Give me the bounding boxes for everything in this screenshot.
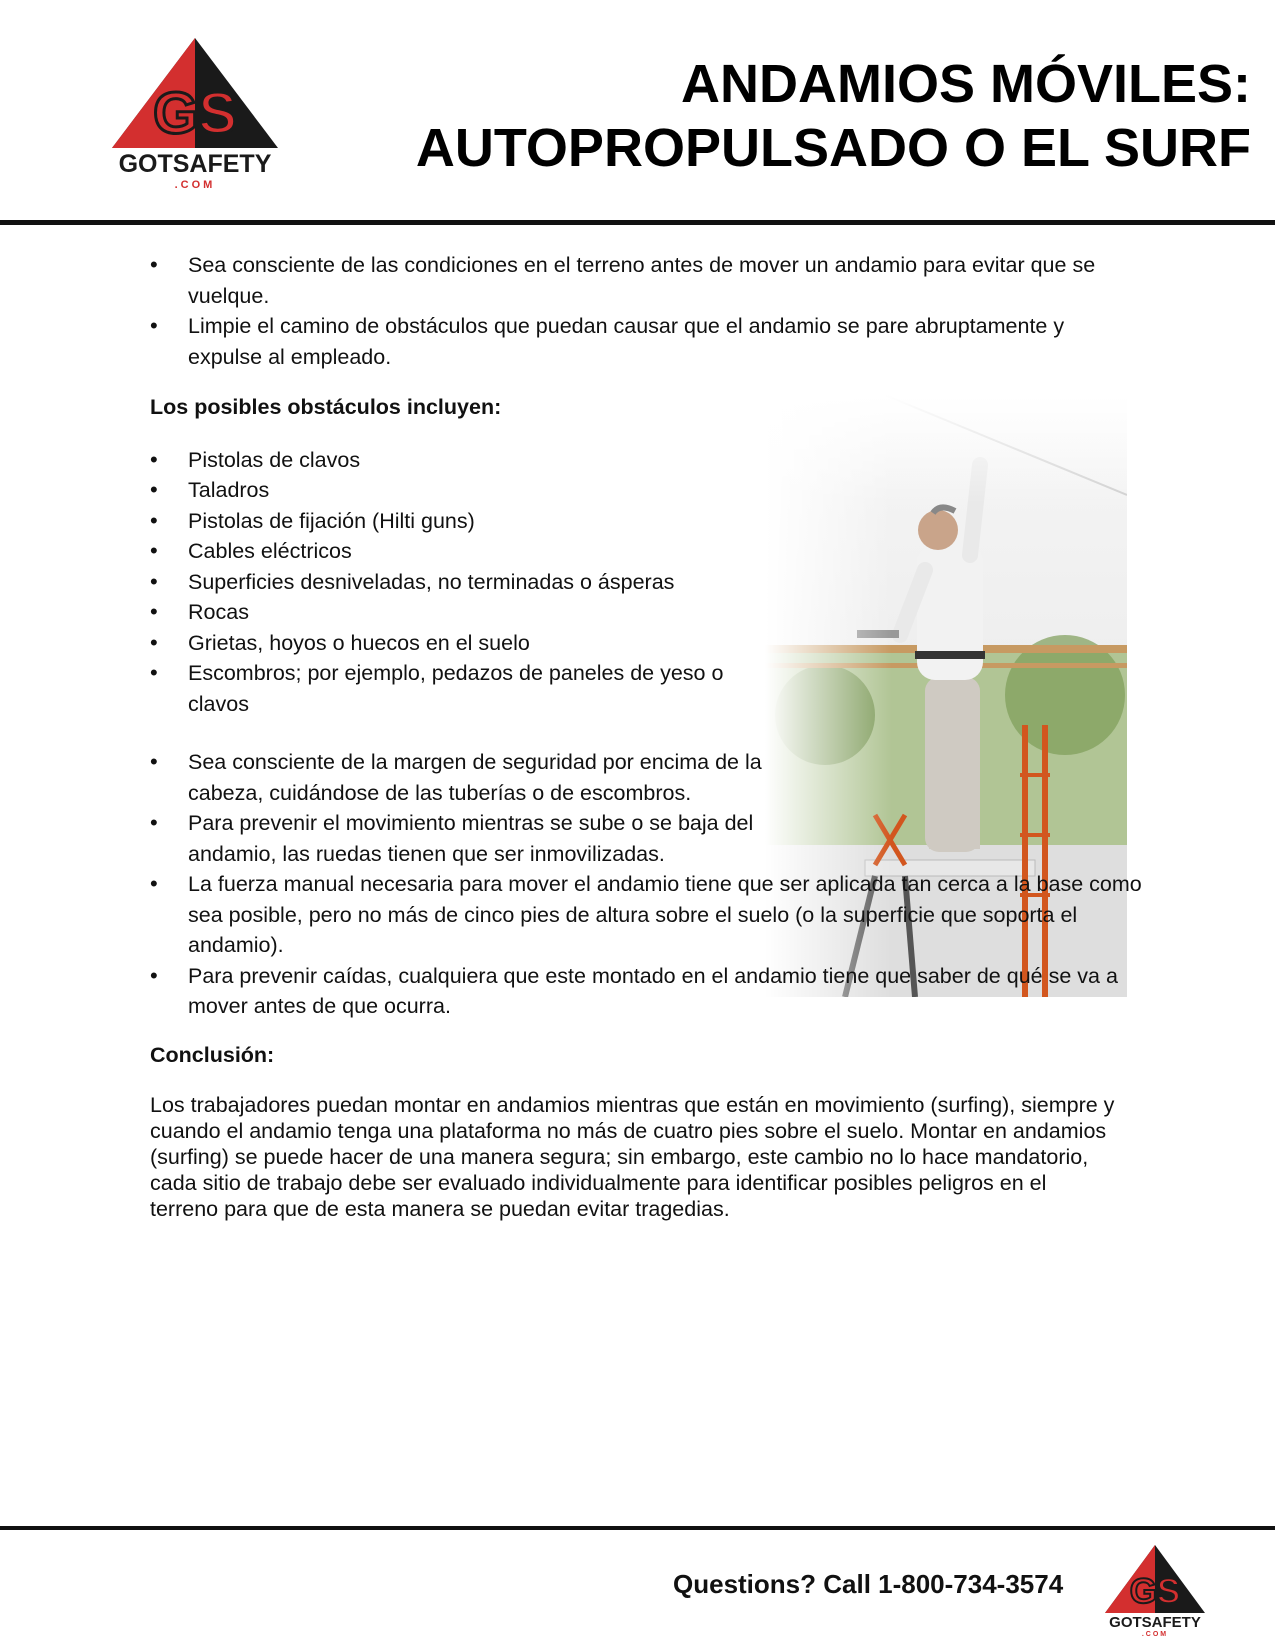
gotsafety-logo [112,38,278,192]
list-item: • Para prevenir caídas, cualquiera que este montado en el andamio tiene que saber de qué se va a mover antes de que ocurra. [150,961,1148,1022]
logo-triangle-icon [1105,1545,1205,1615]
list-item: • Grietas, hoyos o huecos en el suelo [150,628,750,659]
obstacles-list [150,445,750,720]
list-item-text: • La fuerza manual necesaria para mover el andamio tiene que ser aplicada tan cerca a la base como sea posible, pero no más de cinco pies de altura sobre el suelo (o la superficie que soporta el andamio). [188,872,1142,957]
conclusion-text: Los trabajadores puedan montar en andamios mientras que están en movimiento (surfing), siempre y cuando el andamio tenga una plataforma no más de cuatro pies sobre el suelo. Montar en andamios (surfing) se puede hacer de una manera segura; sin embargo, este cambio no lo hace mandatorio, cada sitio de trabajo debe ser evaluado individualmente para identificar posibles peligros en el terreno para que de esta manera se puedan evitar tragedias. [150,1093,1115,1221]
logo-initials: GS [1129,1572,1181,1611]
questions-phone: Questions? Call 1-800-734-3574 [673,1569,1064,1599]
obstacles-heading: Los posibles obstáculos incluyen: [150,395,502,419]
page-title [416,52,1251,180]
list-item: • Para prevenir el movimiento mientras se sube o se baja del andamio, las ruedas tienen que ser inmovilizadas. [150,808,788,869]
logo-initials: GS [153,81,237,146]
footer-divider [0,1526,1275,1530]
list-item: • Superficies desniveladas, no terminadas o ásperas [150,567,750,598]
main-content [150,250,1140,1222]
logo-wordmark: GOTSAFETY [118,150,272,178]
header-divider [0,220,1275,225]
logo-domain: .COM [174,179,216,191]
intro-list [150,250,1140,372]
list-item: • Pistolas de clavos [150,445,750,476]
safety-list [150,747,1140,1022]
conclusion-heading: Conclusión: [150,1042,275,1067]
title-line-2: AUTOPROPULSADO O EL SURF [415,118,1251,178]
logo-triangle-icon [112,38,278,153]
list-item: • Limpie el camino de obstáculos que puedan causar que el andamio se pare abruptamente y expulse al empleado. [150,311,1140,372]
list-item: • Sea consciente de la margen de seguridad por encima de la cabeza, cuidándose de las tuberías o de escombros. [150,747,788,808]
list-item: • Taladros [150,475,750,506]
list-item: • Escombros; por ejemplo, pedazos de paneles de yeso o clavos [150,658,750,719]
list-item: • Rocas [150,597,750,628]
list-item: • Pistolas de fijación (Hilti guns) [150,506,750,537]
title-line-1: ANDAMIOS MÓVILES: [680,54,1251,114]
logo-wordmark: GOTSAFETY [1109,1614,1201,1631]
gotsafety-footer-logo [1105,1545,1205,1640]
list-item: • Cables eléctricos [150,536,750,567]
list-item: • Sea consciente de las condiciones en el terreno antes de mover un andamio para evitar que se vuelque. [150,250,1140,311]
logo-domain: .COM [1141,1631,1169,1638]
list-item [150,869,1148,961]
